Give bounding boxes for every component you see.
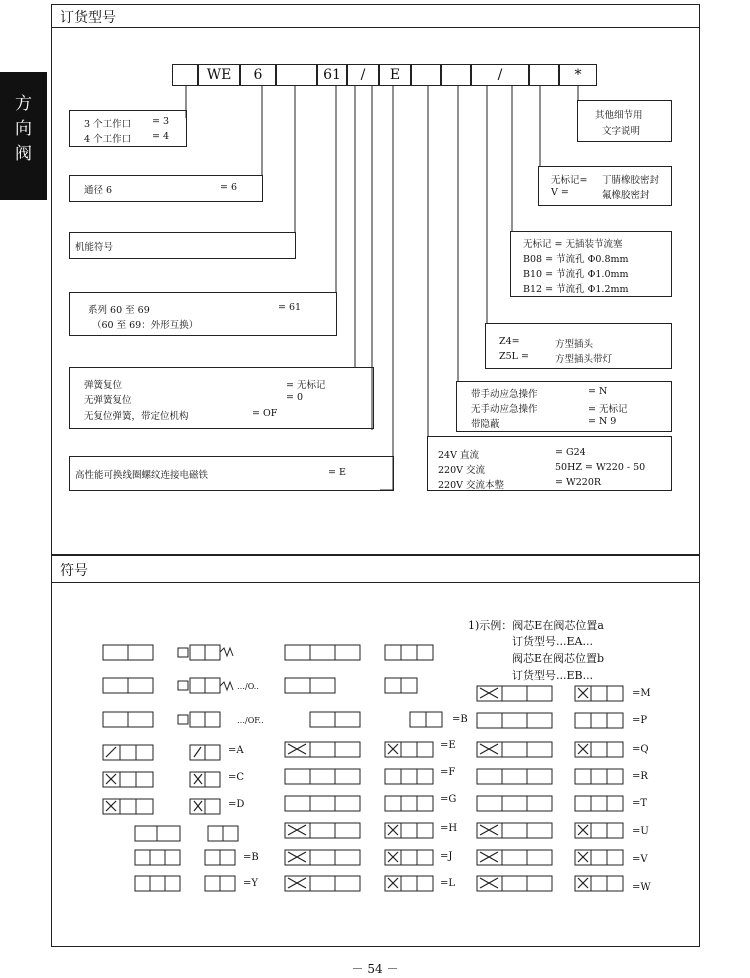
spool-label-b: =B <box>243 852 259 863</box>
option-label: 系列 60 至 69 <box>88 305 150 316</box>
spool-label-b-mark: =B <box>452 714 468 725</box>
code-cell-slash: / <box>347 64 379 86</box>
details-line: 其他细节用 <box>595 110 643 121</box>
code-cell-e: E <box>379 64 411 86</box>
option-label: 无手动应急操作 <box>471 404 538 415</box>
option-value: = W220R <box>555 477 602 488</box>
orifice-line: B08 = 节流孔 Φ0.8mm <box>523 254 629 265</box>
code-cell-we: WE <box>198 64 240 86</box>
side-tab-char: 方 <box>15 94 32 114</box>
option-value: = 4 <box>152 131 170 142</box>
option-value: = N <box>588 386 608 397</box>
spool-label-t: =T <box>632 798 648 809</box>
option-label: 无弹簧复位 <box>84 395 132 406</box>
spool-label-c: =C <box>228 772 245 783</box>
orifice-line: B12 = 节流孔 Φ1.2mm <box>523 284 629 295</box>
spool-label-e: =E <box>440 740 456 751</box>
spool-label-j: =J <box>440 851 453 862</box>
spool-label-m: =M <box>632 688 651 699</box>
option-label: 高性能可换线圈螺纹连接电磁铁 <box>75 470 209 481</box>
option-value: 方型插头带灯 <box>555 354 613 365</box>
orifice-line: 无标记 = 无插装节流塞 <box>523 239 623 250</box>
variant-o-label: …/O.. <box>237 682 259 691</box>
option-value: 50HZ = W220 - 50 <box>555 462 646 473</box>
variant-of-label: …/OF.. <box>237 716 264 725</box>
option-value: = 无标记 <box>286 380 326 391</box>
spool-label-r: =R <box>632 771 648 782</box>
option-label: 220V 交流 <box>438 465 486 476</box>
code-cell-size: 6 <box>240 64 276 86</box>
example-note-line: 阀芯E在阀芯位置b <box>512 652 605 665</box>
option-label: Z5L = <box>499 351 529 362</box>
example-note-line: 1)示例：阀芯E在阀芯位置a <box>468 619 604 632</box>
option-label: 24V 直流 <box>438 450 479 461</box>
option-label: 4 个工作口 <box>84 134 132 145</box>
option-label: 机能符号 <box>75 242 114 253</box>
option-label: V = <box>551 187 569 198</box>
code-cell-series: 61 <box>317 64 347 86</box>
spool-label-q: =Q <box>632 744 649 755</box>
option-value: = 6 <box>220 182 238 193</box>
page-number: － 54 － <box>351 962 399 976</box>
order-code-heading: 订货型号 <box>60 10 116 26</box>
option-value: = OF <box>252 408 278 419</box>
code-cell-star: * <box>559 64 597 86</box>
option-value: = 无标记 <box>588 404 628 415</box>
spool-label-v: =V <box>632 854 648 865</box>
spool-label-l: =L <box>440 878 456 889</box>
details-line: 文字说明 <box>602 126 641 137</box>
spool-symbol-grid <box>103 686 623 891</box>
solenoid-valve-symbols <box>103 645 623 891</box>
option-value: 氟橡胶密封 <box>602 190 650 201</box>
option-note: （60 至 69：外形互换） <box>92 320 199 331</box>
option-value: = 0 <box>286 392 304 403</box>
option-value: = N 9 <box>588 416 617 427</box>
spool-label-w: =W <box>632 882 651 893</box>
example-note-line: 订货型号...EB... <box>512 669 594 682</box>
option-label: 弹簧复位 <box>84 380 123 391</box>
option-label: 无标记= <box>551 175 588 186</box>
option-label: 无复位弹簧，带定位机构 <box>84 411 189 422</box>
option-label: 220V 交流本整 <box>438 480 505 491</box>
side-tab-char: 向 <box>15 119 32 139</box>
spool-label-g: =G <box>440 794 457 805</box>
orifice-line: B10 = 节流孔 Φ1.0mm <box>523 269 629 280</box>
spool-label-f: =F <box>440 767 456 778</box>
spool-label-y: =Y <box>243 878 258 889</box>
option-value: = 3 <box>152 116 170 127</box>
option-label: 带手动应急操作 <box>471 389 538 400</box>
option-value: 丁腈橡胶密封 <box>602 175 660 186</box>
side-tab-char: 阀 <box>15 144 32 164</box>
symbols-heading: 符号 <box>60 563 88 579</box>
example-note-line: 订货型号...EA... <box>512 635 593 648</box>
spool-label-h: =H <box>440 823 458 834</box>
spool-label-p: =P <box>632 715 648 726</box>
spool-label-d: =D <box>228 799 245 810</box>
spool-label-a: =A <box>228 745 244 756</box>
code-cell-slash: / <box>471 64 529 86</box>
option-label: Z4= <box>499 336 520 347</box>
option-value: = E <box>328 467 346 478</box>
option-label: 3 个工作口 <box>84 119 132 130</box>
option-value: = G24 <box>555 447 586 458</box>
option-value: = 61 <box>278 302 302 313</box>
option-label: 通径 6 <box>84 185 113 196</box>
option-label: 带隐蔽 <box>471 419 500 430</box>
spool-label-u: =U <box>632 826 649 837</box>
option-value: 方型插头 <box>555 339 594 350</box>
